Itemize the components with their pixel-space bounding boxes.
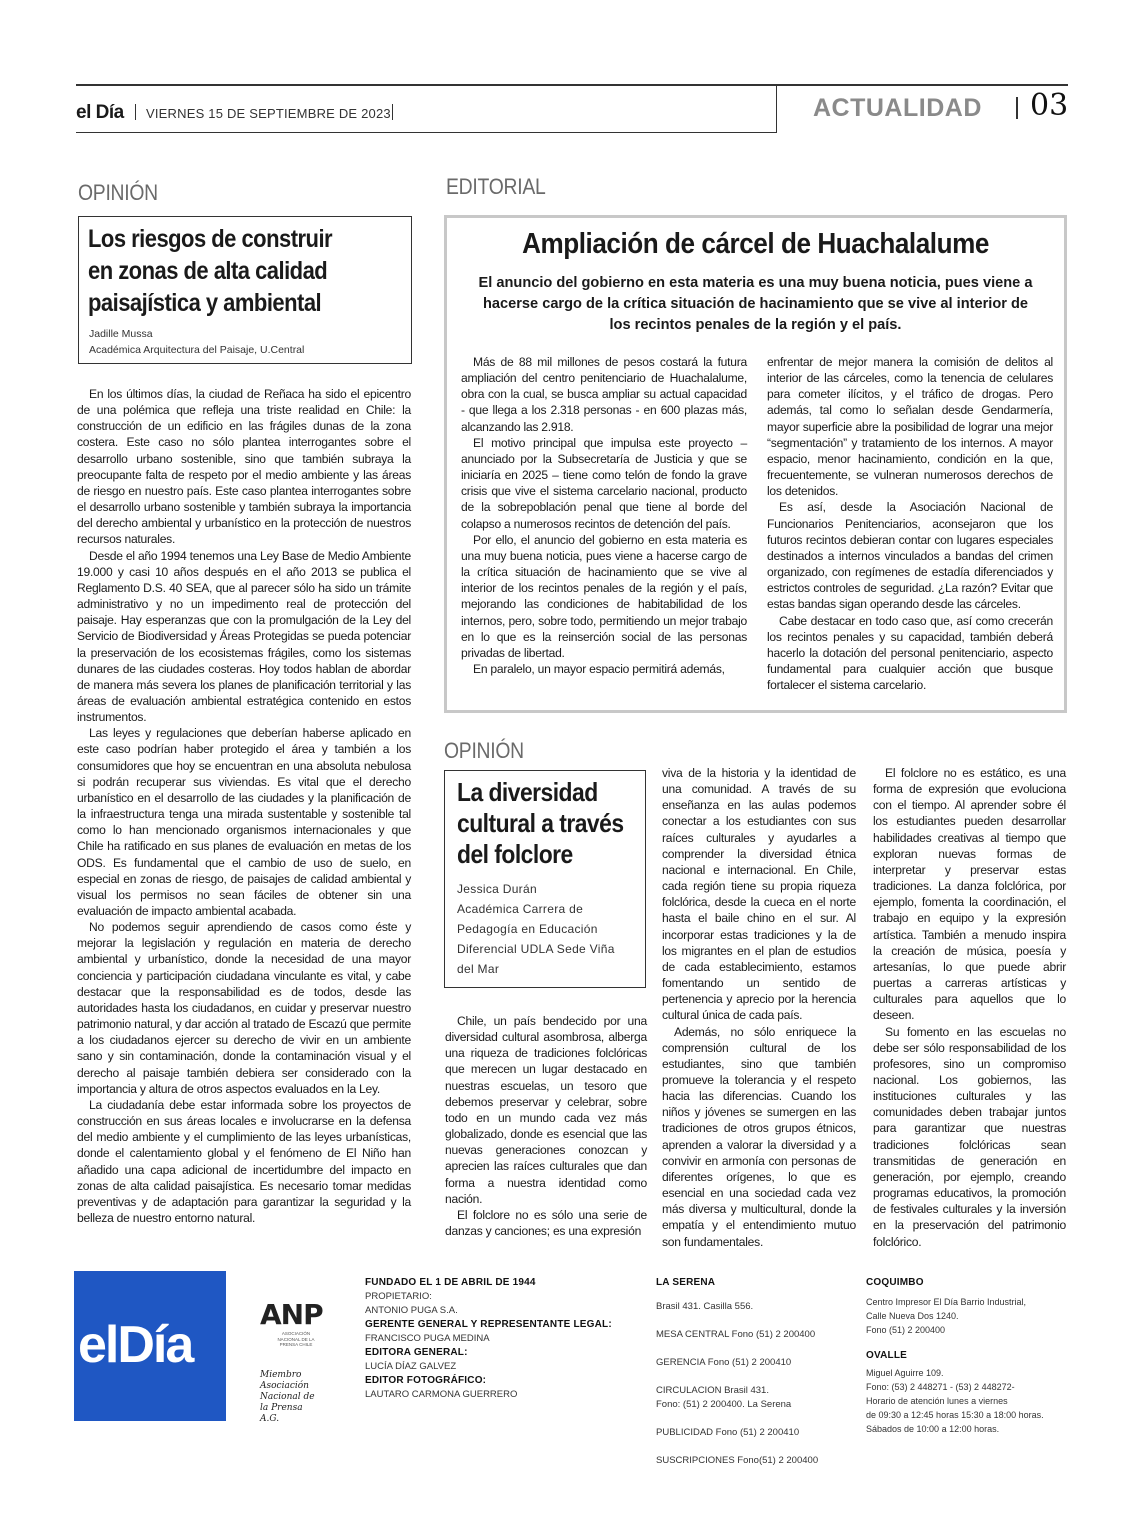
paragraph: enfrentar de mejor manera la comisión de delitos al interior de las cárceles, como la tenencia de celulares para cometer ilícitos, y el tráfico de drogas. Pero además, tal como lo señalan desde Gendarmería, mayor superficie abre la posibilidad de lograr una mejor “segmentación” y tratamiento de los internos. A mayor espacio, menor hacinamiento, condición en la que, frecuentemente, se vulneran numerosos derechos de los detenidos.	[767, 355, 1053, 499]
editorial-title: Ampliación de cárcel de Huachalalume	[522, 228, 989, 260]
office-head: OVALLE	[866, 1350, 908, 1361]
header-brand: el Día	[76, 102, 124, 123]
eldia-logo	[74, 1271, 226, 1421]
member-line: Asociación	[260, 1381, 309, 1391]
opinion2-col-2	[662, 765, 856, 1249]
opinion-body	[77, 386, 411, 1226]
staff-role: GERENTE GENERAL Y REPRESENTANTE LEGAL:	[365, 1319, 612, 1330]
footer-coquimbo-ovalle	[866, 1276, 1066, 1436]
author-line: del Mar	[457, 962, 500, 976]
opinion-title-box	[444, 770, 646, 988]
editorial-lead	[447, 273, 1064, 336]
paragraph: En paralelo, un mayor espacio permitirá además,	[473, 661, 725, 676]
opinion-title-line: cultural a través	[457, 808, 624, 838]
office-line: Brasil 431. Casilla 556.	[656, 1301, 754, 1312]
staff-name: FRANCISCO PUGA MEDINA	[365, 1333, 490, 1344]
paragraph: El folclore no es sólo una serie de danzas y canciones; es una expresión	[445, 1207, 647, 1239]
office-line: SUSCRIPCIONES Fono(51) 2 200400	[656, 1455, 819, 1466]
paragraph: La ciudadanía debe estar informada sobre los proyectos de construcción en sus áreas locales e involucrarse en la defensa del medio ambiente y el cumplimiento de las leyes urbanísticas, donde el calentamiento global y el fenómeno de El Niño han añadido una capa adicional de incertidumbre del impacto en zonas de alta calidad paisajística. Es necesario tomar medidas preventivas y de adaptación para garantizar la seguridad y la belleza de nuestro entorno natural.	[77, 1097, 411, 1225]
member-line: Nacional de	[260, 1392, 315, 1402]
paragraph: En los últimos días, la ciudad de Reñaca ha sido el epicentro de una polémica que refleja una triste realidad en Chile: la construcción de un edificio en las frágiles dunas de la zona costera. Este caso no sólo plantea interrogantes sobre el desarrollo urbano sostenible, sino que también subraya la preocupante falta de respeto por el medio ambiente y las áreas de riesgo en nuestro país. Este caso plantea interrogantes sobre el desarrollo urbano sostenible y también subraya la importancia del derecho ambiental y urbanístico en la protección de nuestros recursos naturales.	[77, 387, 411, 547]
opinion-title-box	[78, 216, 412, 364]
opinion2-col-3	[873, 765, 1066, 1249]
paragraph: Por ello, el anuncio del gobierno en esta materia es una muy buena noticia, pues viene a hacerse cargo de la crítica situación de hacinamiento que se vive al interior de los recintos penales de la región y el país, mejorando las condiciones de habitabilidad de los internos, pero, sobre todo, permitiendo un mejor trabajo en lo que es la reinserción social de las personas privadas de libertad.	[461, 532, 747, 660]
footer-staff	[365, 1276, 635, 1402]
anp-small-text: ASOCIACIÓN NACIONAL DE LA PRENSA CHILE	[277, 1331, 315, 1347]
office-head: LA SERENA	[656, 1277, 716, 1288]
office-line: Miguel Aguirre 109.	[866, 1368, 944, 1378]
opinion-title-line: paisajística y ambiental	[88, 289, 322, 317]
opinion-author: Jadille Mussa	[89, 328, 153, 340]
office-line: MESA CENTRAL Fono (51) 2 200400	[656, 1329, 816, 1340]
opinion-affiliation: Académica Arquitectura del Paisaje, U.Central	[89, 344, 305, 356]
office-line: GERENCIA Fono (51) 2 200410	[656, 1357, 792, 1368]
office-line: de 09:30 a 12:45 horas 15:30 a 18:00 horas.	[866, 1410, 1044, 1420]
paragraph: Más de 88 mil millones de pesos costará la futura ampliación del centro penitenciario de Huachalalume, obra con la cual, se busca ampliar su actual capacidad - que llega a los 2.318 personas - en 600 plazas más, alcanzando las 2.918.	[461, 355, 747, 434]
office-line: Fono (51) 2 200400	[866, 1325, 946, 1335]
lead-line: hacerse cargo de la crítica situación de hacinamiento que se vive al interior de	[482, 296, 1029, 312]
paragraph: Su fomento en las escuelas no debe ser sólo responsabilidad de los profesores, sino un compromiso nacional. Los gobiernos, las instituciones culturales y las comunidades deben trabajar juntos para garantizar que nuestras tradiciones folclóricas sean transmitidas de generación en generación, por ejemplo, creando programas educativos, la promoción de festivales culturales y la inversión en la preservación del patrimonio folclórico.	[873, 1024, 1066, 1249]
author-line: Pedagogía en Educación	[457, 922, 598, 936]
editorial-kicker: EDITORIAL	[446, 174, 546, 199]
header-divider	[776, 84, 777, 133]
opinion-title-line: del folclore	[457, 839, 573, 869]
office-line: Fono: (51) 2 200400. La Serena	[656, 1399, 792, 1410]
paragraph: Además, no sólo enriquece la comprensión cultural de los estudiantes, sino que también promueve la tolerancia y el respeto hacia las diferencias. Cuando los niños y jóvenes se sumergen en las tradiciones de otros grupos étnicos, aprenden a valorar la diversidad y a convivir en armonía con personas de diferentes orígenes, lo que es esencial en una sociedad cada vez más diversa y multicultural, donde la empatía y el entendimiento mutuo son fundamentales.	[662, 1024, 856, 1249]
header-bottom-rule	[76, 132, 776, 133]
header-sep	[135, 104, 136, 120]
office-head: COQUIMBO	[866, 1277, 924, 1288]
office-line: PUBLICIDAD Fono (51) 2 200410	[656, 1427, 800, 1438]
staff-name: LUCÍA DÍAZ GALVEZ	[365, 1361, 457, 1372]
editorial-col-1	[461, 354, 747, 704]
member-line: Miembro	[260, 1370, 302, 1380]
opinion-kicker: OPINIÓN	[78, 180, 158, 205]
opinion-title-line: en zonas de alta calidad	[88, 257, 328, 285]
author-line: Jessica Durán	[457, 882, 537, 896]
paragraph: El motivo principal que impulsa este proyecto – anunciado por la Subsecretaría de Justicia y que se iniciaría en 2025 – tiene como telón de fondo la grave crisis que vive el sistema carcelario nacional, producto de la sobrepoblación penal que tiene al borde del colapso a numerosos recintos de detención del país.	[461, 435, 747, 531]
footer-la-serena	[656, 1276, 846, 1468]
anp-logo	[260, 1298, 330, 1348]
logo-text: elDía	[78, 1316, 193, 1374]
opinion-title-line: La diversidad	[457, 777, 598, 807]
paragraph: Es así, desde la Asociación Nacional de Funcionarios Penitenciarios, aconsejaron que los futuros recintos debieran contar con lugares especiales destinados a internos vinculados a bandas del crimen organizado, con regímenes de estadía diferenciados y estrictos controles de seguridad. ¿La razón? Evitar que estas bandas sigan operando desde las cárceles.	[767, 500, 1053, 612]
opinion-author	[457, 879, 615, 979]
opinion-kicker: OPINIÓN	[444, 738, 524, 763]
lead-line: los recintos penales de la región y el país.	[609, 317, 902, 333]
paragraph: Cabe destacar en todo caso que, así como crecerán los recintos penales y su capacidad, también deberá hacerlo la dotación del personal penitenciario, aspecto fundamental para cualquier acción que busque fortalecer el sistema carcelario.	[767, 613, 1053, 693]
member-note	[260, 1370, 315, 1425]
staff-name: ANTONIO PUGA S.A.	[365, 1305, 458, 1316]
office-line: CIRCULACION Brasil 431.	[656, 1385, 769, 1396]
lead-line: El anuncio del gobierno en esta materia es una muy buena noticia, pues viene a	[478, 275, 1033, 291]
member-line: A.G.	[260, 1414, 280, 1424]
staff-role: EDITOR FOTOGRÁFICO:	[365, 1375, 487, 1386]
paragraph: Desde el año 1994 tenemos una Ley Base de Medio Ambiente 19.000 y casi 10 años después en el año 2013 se publica el Reglamento D.S. 40 SEA, que al parecer sólo ha sido un trámite administrativo y no un impedimento real de protección del paisaje. Hay esperanzas que con la promulgación de la Ley del Servicio de Biodiversidad y Áreas Protegidas se pueda potenciar la preservación de los ecosistemas frágiles, como los sistemas dunares de las ciudades costeras. Hoy todos hablan de abordar de manera más severa los planes de planificación territorial y las áreas de evaluación ambiental estratégica contenido en estos instrumentos.	[77, 548, 411, 725]
member-line: la Prensa	[260, 1403, 303, 1413]
office-line: Sábados de 10:00 a 12:00 horas.	[866, 1424, 1000, 1434]
paragraph: No podemos seguir aprendiendo de casos como éste y mejorar la legislación y regulación en materia de derecho ambiental y urbanístico, donde la necesidad de una mayor conciencia y participación ciudadana vinculante es vital, y cabe destacar que la responsabilidad es de todos, desde las autoridades hasta los ciudadanos, en cuidar y preservar nuestro patrimonio natural, y dar acción al tratado de Escazú que permite a los ciudadanos ejercer su derecho de vivir en un ambiente sano y sin contaminación, donde la contaminación visual y el derecho al paisaje también debiera ser considerado con la importancia y altura de otros aspectos evaluados en la Ley.	[77, 920, 411, 1096]
opinion-title-line: Los riesgos de construir	[88, 225, 333, 253]
editorial-col-2	[767, 354, 1053, 704]
staff-role: EDITORA GENERAL:	[365, 1347, 468, 1358]
office-line: Centro Impresor El Día Barrio Industrial,	[866, 1297, 1027, 1307]
founded: FUNDADO EL 1 DE ABRIL DE 1944	[365, 1277, 536, 1288]
opinion2-col-1	[445, 1013, 647, 1239]
paragraph: Las leyes y regulaciones que deberían haberse aplicado en este caso podrían haber protegido el área y también a los consumidores que hoy se encuentran en una absoluta nebulosa si podrán recuperar sus viviendas. Es vital que el derecho urbanístico en el desarrollo de las ciudades y la planificación de la infraestructura tenga una mirada sustentable y sostenible tal como lo han mencionado organismos internacionales y que Chile ha ratificado en sus planes de evaluación en metas de los ODS. Es fundamental que el cambio de uso de suelo, en especial en zonas de riesgo, de paisajes de calidad ambiental y visual los permisos no sean fáciles de obtener sin una evaluación de impacto ambiental acabada.	[77, 726, 411, 918]
paragraph: El folclore no es estático, es una forma de expresión que evoluciona con el tiempo. Al aprender sobre él los estudiantes pueden desarrollar habilidades creativas al tiempo que exploran nuevas formas de interpretar y preservar estas tradiciones. La danza folclórica, por ejemplo, fomenta la coordinación, el trabajo en equipo y la expresión artística. También a menudo inspira la creación de música, poesía y artesanías, lo que puede abrir puertas a carreras artísticas y culturales para aquellos que lo deseen.	[873, 766, 1066, 1023]
anp-logo-text: ANP	[260, 1298, 323, 1331]
paragraph: Chile, un país bendecido por una diversidad cultural asombrosa, alberga una riqueza de tradiciones folclóricas que merecen un lugar destacado en nuestras escuelas, un tesoro que debemos preservar y celebrar, sobre todo en un mundo cada vez más globalizado, donde es esencial que las nuevas generaciones conozcan y aprecien las raíces culturales que dan forma a nuestra identidad como nación.	[445, 1014, 647, 1206]
author-line: Académica Carrera de	[457, 902, 584, 916]
author-line: Diferencial UDLA Sede Viña	[457, 942, 615, 956]
header-date: VIERNES 15 DE SEPTIEMBRE DE 2023	[146, 106, 391, 121]
office-line: Horario de atención lunes a viernes	[866, 1396, 1008, 1406]
header-sep	[392, 104, 393, 120]
paragraph: viva de la historia y la identidad de una comunidad. A través de su enseñanza en las aulas podemos conectar a los estudiantes con sus raíces culturales y ayudarles a comprender la diversidad étnica nacional e internacional. En Chile, cada región tiene su propia riqueza folclórica, desde la cueca en el norte hasta el baile chino en el sur. Al incorporar estas tradiciones y la de los migrantes en el plan de estudios de cada establecimiento, estamos fomentando un sentido de pertenencia y aprecio por la herencia cultural única de cada país.	[662, 766, 856, 1023]
section-name: ACTUALIDAD	[813, 94, 982, 122]
page-number: 03	[1030, 88, 1069, 123]
header-top-rule	[76, 84, 1068, 86]
staff-name: LAUTARO CARMONA GUERRERO	[365, 1389, 518, 1400]
editorial-box	[444, 215, 1067, 713]
office-line: Fono: (53) 2 448271 - (53) 2 448272-	[866, 1382, 1015, 1392]
staff-role: PROPIETARIO:	[365, 1291, 432, 1302]
office-line: Calle Nueva Dos 1240.	[866, 1311, 959, 1321]
header-sep	[1016, 97, 1018, 119]
